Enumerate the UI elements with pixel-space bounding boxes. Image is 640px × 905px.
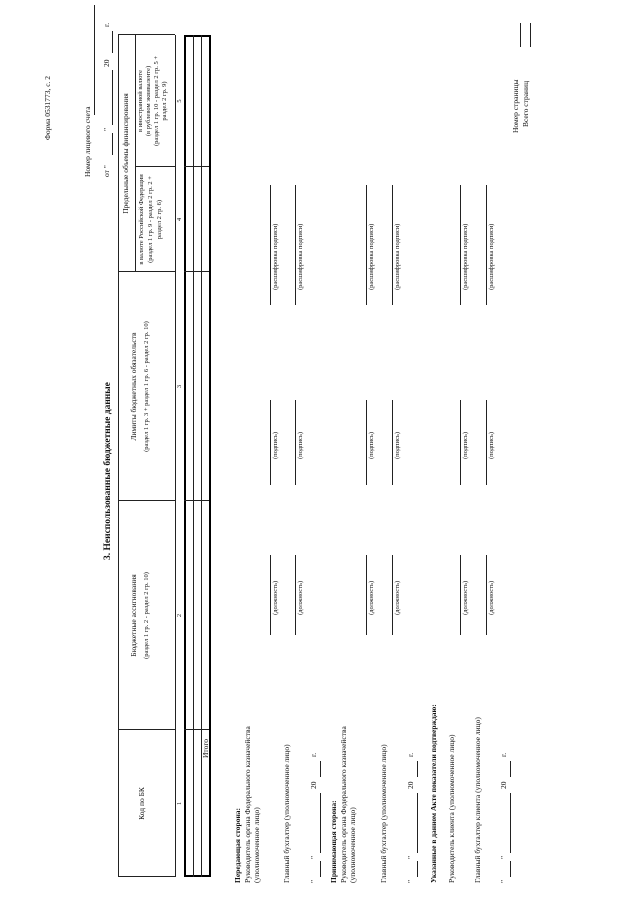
form-number: Форма 0531773, с. 2 [43,75,52,140]
header-volumes: Предельные объемы финансирования [121,93,130,214]
table-top-border [118,35,119,877]
col-num-2: 2 [176,613,183,618]
section-title: 3. Неиспользованные бюджетные данные [103,382,113,560]
date-year-prefix: 20 [102,59,111,67]
header-kbk: Код по БК [137,787,146,820]
receiver-label: Принимающая сторона: [329,800,338,883]
sender-label: Передающая сторона: [233,807,242,883]
header-assignments-formula: (раздел 1 гр. 2 - раздел 2 гр. 10) [143,572,150,659]
col-num-1: 1 [176,801,183,806]
col-num-4: 4 [176,217,183,222]
date-from-label: от " [102,165,111,177]
col-num-5: 5 [176,99,183,103]
total-label: Итого [201,739,210,758]
page-number-label: Номер страницы [511,79,520,133]
account-number-label: Номер лицевого счета [83,106,92,177]
document-page: Форма 0531773, с. 2 Номер лицевого счета от " " 20 г. 3. Неиспользованные бюджетные данные Код по БК Бюджетные ассигнования (раздел 1 гр. 2 - раздел 2 гр. 10) Лимиты бюджетных обязательств (раздел 1 гр. 3 + раздел 1 гр. 6 - раздел 2 гр. 10) Предельные объемы финансирования в валюте Российской Федерации (раздел 1 гр. 9 - раздел 2 гр. 2 + раздел 2 гр. 6) в иностранной валюте (в рублевом эквиваленте) (раздел 1 гр. 10 - раздел 2 гр. 5 + раздел 2 гр. 9) 1 2 3 4 5 Итого Передающая сторона: Руководитель органа Федерального казначейства (уполномоченное лицо) (должность) (подпись) (расшифровка подписи) Главный бухгалтер (уполномоченное лицо) (должность) (подпись) (расшифровка подписи) " " 20 г. Принимающая сторона: Руководитель органа Федерального казначейства (уполномоченное лицо) (должность) (подпись) (расшифровка подписи) Главный бухгалтер (уполномоченное лицо) (должность) (подпись) (расшифровка подписи) " " 20 г. Указанные в данном Акте показатели подтверждаю: Руководитель клиента (уполномоченное лицо) (должность) (подпись) (расшифровка подписи) Главный бухгалтер клиента (уполномоченное лицо) (должность) (подпись) (расшифровка подписи) " " 20 г. Номер страницы Всего страниц [0,0,640,905]
confirm-label: Указанные в данном Акте показатели подтверждаю: [429,704,438,883]
account-number-line [94,5,95,115]
header-limits: Лимиты бюджетных обязательств [129,332,138,441]
table-body-top [184,35,186,877]
col-num-3: 3 [176,384,183,389]
header-limits-formula: (раздел 1 гр. 3 + раздел 1 гр. 6 - раздел 2 гр. 10) [143,321,150,452]
total-pages-label: Всего страниц [521,80,530,127]
header-assignments: Бюджетные ассигнования [129,574,138,657]
